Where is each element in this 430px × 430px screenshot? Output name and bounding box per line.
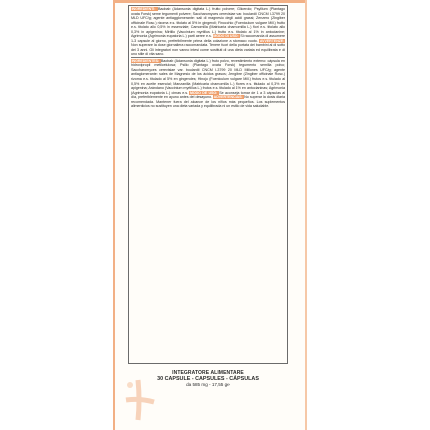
italian-section — [131, 7, 285, 57]
capsule-count: 30 CAPSULE - CAPSULES - CÁPSULAS — [157, 376, 259, 382]
spanish-ingredients-text: Baobab (Adansonia digitata L.) fruto polvo, revestimiento externo: cápsula en hidroxipropil metilcelulosa; Psilio (Plantago ovata Forsk) tegumento semilla polvo; Saccharomyces cerevisiae var. boulardii CNCM I-3799 20 MLD Millones UFC/g; agente antiaglomerante: sales de Magnesio de los ácidos grasos; Jengibre (Zingiber officinale Rosc.) rizoma e.s. titulado al 5% en gingeroles; Hinojo (Foeniculum vulgare Mill.) frutos e.s. titulado al 0,5% en aceite esencial; Manzanilla (Matricaria chamomilla L.) flores e.s. titulado al 0,3% en apigenina; Arándano (Vaccinium myrtillus L.) frutos e.s. titulado al 1% en antocianinas; Agrimonia (Agrimonia eupatoria L.) cimas e.s. — [131, 58, 286, 95]
ingredients-text-box — [128, 5, 288, 364]
italian-ingredients-tag: INGREDIENTI: — [131, 7, 158, 11]
spanish-method-tag: MODO DE USO: — [189, 90, 219, 95]
italian-ingredients-text: Baobab (Adansonia digitata L.) frutto polvere; Glicerolo; Psyllium (Plantago ovata Forsk) seme tegumenti polvere; Saccharomyces cerevisiae var. boulardii CNCM I-3799 20 MLD UFC/g; agente antiagglomerante: sali di magnesio degli acidi grassi; Zenzero (Zingiber officinale Rosc.) rizoma e.s. titolato al 5% in gingeroli; Finocchio (Foeniculum vulgare Mill.) frutto e.s. titolato allo 0,5% in essenziale; Camomilla (Matricaria chamomilla L.) fiori e.s. titolato allo 0,3% in apigenina; Mirtillo (Vaccinium myrtillus L.) frutto e.s. titolato al 1% in antocianine; Agrimonia (Agrimonia eupatoria L.) parti aeree e.s. — [131, 7, 285, 39]
spanish-warnings-tag: ADVERTENCIAS: — [213, 95, 244, 100]
italian-warnings-text: Non superare la dose giornaliera raccomandata. Tenere fuori della portata dei bambini al di sotto dei 3 anni. Gli integratori non vanno intesi come sostituti di una dieta variata ed equilibrata e di uno stile di vita sano. — [131, 43, 285, 57]
spanish-method-text: Se aconseja tomar de 1 a 3 cápsulas al día, preferiblemente en ayuno antes del desayuno. — [131, 90, 285, 100]
product-category: INTEGRATORE ALIMENTARE — [172, 370, 244, 376]
label-border-right — [305, 0, 307, 430]
spanish-ingredients-tag: INGREDIENTES: — [131, 58, 161, 63]
spanish-warnings-text: No superar la dosis diaria recomendada. Mantener fuera del alcance de los niños más pequeños. Los suplementos alimenticios no sustituyen una dieta variada y equilibrada ni un estilo de vida saludable. — [131, 95, 285, 109]
italian-method-tag: MODO DI USO: — [213, 34, 240, 39]
italian-method-text: Si raccomanda di assumere 1-3 capsule al giorno, preferibilmente prima della colazione a stomaco vuoto. — [131, 34, 285, 43]
spanish-section — [131, 57, 285, 109]
net-weight: da 585 mg - 17,55 g℮ — [186, 382, 230, 387]
italian-warnings-tag: AVVERTENZE: — [259, 38, 285, 43]
label-footer — [128, 370, 288, 388]
label-border-top — [113, 0, 307, 3]
label-border-left — [113, 0, 115, 430]
